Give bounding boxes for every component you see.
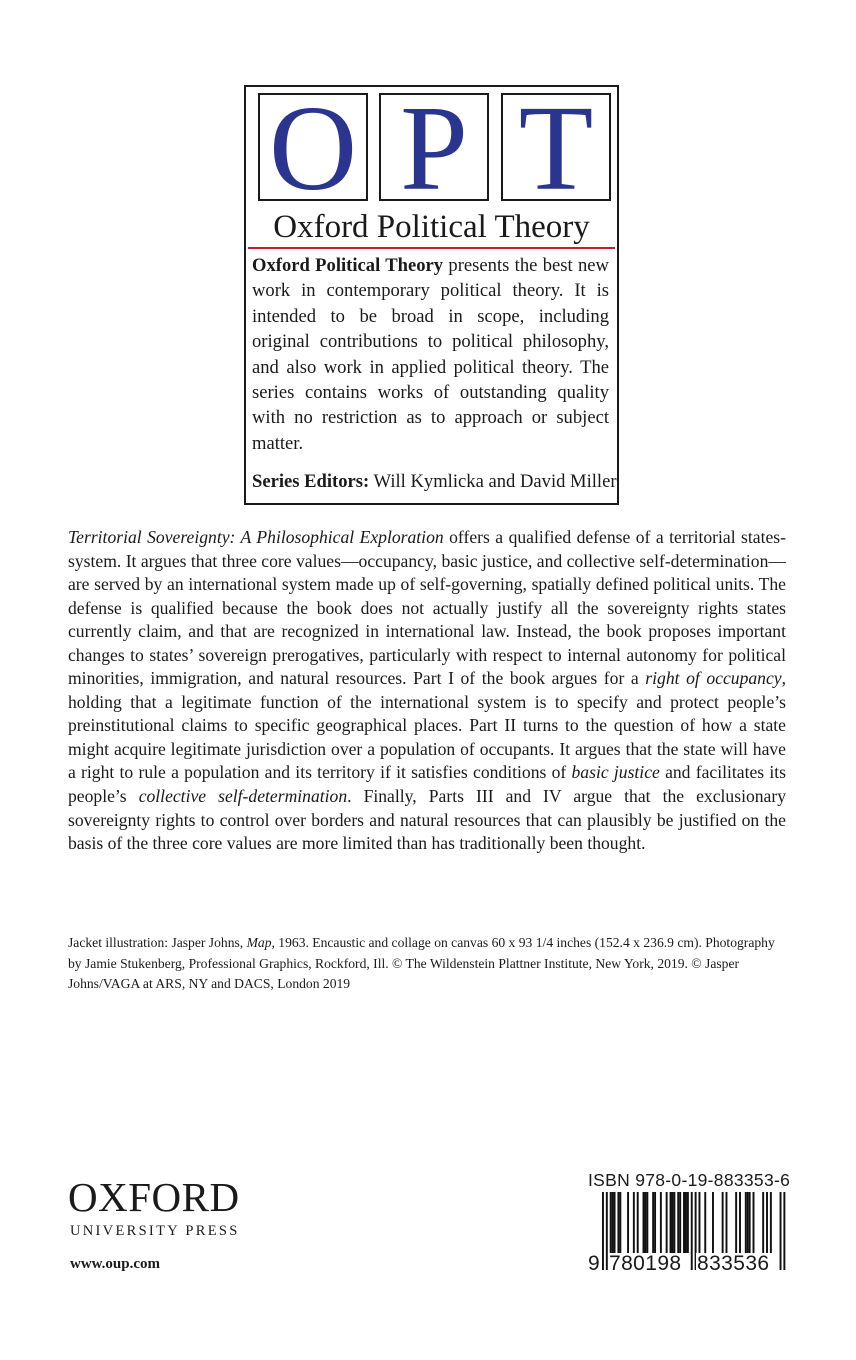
publisher-logo: OXFORD bbox=[68, 1174, 240, 1220]
barcode-bar bbox=[677, 1192, 679, 1253]
barcode-bar bbox=[687, 1192, 689, 1253]
barcode-bar bbox=[735, 1192, 737, 1253]
publisher-url[interactable]: www.oup.com bbox=[70, 1256, 161, 1272]
barcode-bar bbox=[722, 1192, 724, 1253]
barcode-digits-right: 833536 bbox=[697, 1252, 770, 1275]
barcode-bar bbox=[673, 1192, 675, 1253]
barcode-bar bbox=[780, 1192, 782, 1270]
blurb-text: and facilitates its people’s bbox=[68, 762, 786, 807]
barcode-bar bbox=[745, 1192, 747, 1253]
blurb-emphasis: basic justice bbox=[571, 762, 660, 783]
blurb-emphasis: right of occupancy bbox=[645, 668, 782, 689]
series-divider bbox=[248, 247, 615, 249]
barcode-bar bbox=[602, 1192, 604, 1270]
credits-text: Jacket illustration: Jasper Johns, bbox=[68, 935, 247, 950]
barcode-bar bbox=[699, 1192, 701, 1253]
barcode-bar bbox=[670, 1192, 672, 1253]
blurb-emphasis: collective self-determination bbox=[138, 786, 348, 807]
barcode-bar bbox=[679, 1192, 681, 1253]
barcode-bar bbox=[685, 1192, 687, 1253]
barcode-bar bbox=[619, 1192, 621, 1253]
barcode-bar bbox=[691, 1192, 693, 1270]
blurb-text: offers a qualified defense of a territorial states-system. It argues that three core values—occupancy, basic justice, and collective self-determination—are served by an international system made up of self-governing, spatially defined political units. The defense is qualified because the book does not actually justify all the sovereignty rights states currently claim, and that are recognized in international law. Instead, the book proposes important changes to states’ sovereign prerogatives, particularly with respect to internal autonomy for political minorities, immigration, and natural resources. Part I of the book argues for a bbox=[68, 527, 786, 689]
barcode-bar bbox=[671, 1192, 673, 1253]
barcode-bar bbox=[617, 1192, 619, 1253]
book-blurb bbox=[68, 526, 786, 856]
series-letter-p: P bbox=[379, 93, 489, 201]
barcode-bar bbox=[770, 1192, 772, 1253]
barcode-bar bbox=[612, 1192, 614, 1253]
credits-text: , 1963. Encaustic and collage on canvas 60 x 93 1/4 inches (152.4 x 236.9 cm). Photography by Jamie Stukenberg, Professional Graphics, Rockford, Ill. © The Wildenstein Plattner Institute, New York, 2019. © Jasper Johns/VAGA at ARS, NY and DACS, London 2019 bbox=[68, 935, 775, 991]
series-box bbox=[244, 81, 619, 505]
barcode-bar bbox=[614, 1192, 616, 1253]
barcode-bar bbox=[652, 1192, 654, 1253]
series-editors-label: Series Editors: bbox=[252, 471, 370, 492]
barcode-digit-first: 9 bbox=[588, 1252, 600, 1275]
barcode-bar bbox=[726, 1192, 728, 1253]
series-desc-body: presents the best new work in contemporary political theory. It is intended to be broad in scope, including original contributions to political philosophy, and also work in applied political theory. The series contains works of outstanding quality with no restriction as to approach or subject matter. bbox=[252, 255, 609, 454]
series-editors bbox=[252, 469, 617, 494]
barcode-bar bbox=[644, 1192, 646, 1253]
barcode-bar bbox=[643, 1192, 645, 1253]
barcode-digits-left: 780198 bbox=[609, 1252, 682, 1275]
series-editors-names: Will Kymlicka and David Miller bbox=[369, 471, 617, 492]
barcode-bar bbox=[783, 1192, 785, 1270]
series-desc-title: Oxford Political Theory bbox=[252, 255, 444, 276]
barcode-bar bbox=[766, 1192, 768, 1253]
barcode-bar bbox=[660, 1192, 662, 1253]
book-title: Territorial Sovereignty: A Philosophical Exploration bbox=[68, 527, 444, 547]
blurb-text: . Finally, Parts III and IV argue that the exclusionary sovereignty rights to control over borders and natural resources that can plausibly be justified on the basis of the three core values are more limited than has traditionally been thought. bbox=[68, 786, 787, 854]
barcode-bar bbox=[704, 1192, 706, 1253]
publisher-subline: UNIVERSITY PRESS bbox=[70, 1223, 240, 1239]
series-letter-t: T bbox=[501, 93, 611, 201]
series-name: Oxford Political Theory bbox=[273, 209, 590, 245]
barcode-bar bbox=[633, 1192, 635, 1253]
barcode-bar bbox=[666, 1192, 668, 1253]
barcode-bar bbox=[747, 1192, 749, 1253]
isbn-label: ISBN 978-0-19-883353-6 bbox=[588, 1170, 791, 1190]
series-description bbox=[252, 253, 609, 456]
jacket-credits bbox=[68, 933, 788, 995]
barcode-bar bbox=[753, 1192, 755, 1253]
barcode-bar bbox=[654, 1192, 656, 1253]
barcode-bar bbox=[749, 1192, 751, 1253]
barcode-bar bbox=[637, 1192, 639, 1253]
barcode-bar bbox=[712, 1192, 714, 1253]
barcode-bar bbox=[683, 1192, 685, 1253]
barcode-bar bbox=[739, 1192, 741, 1253]
barcode-bar bbox=[610, 1192, 612, 1253]
credits-artwork-title: Map bbox=[246, 935, 272, 950]
blurb-text: , holding that a legitimate function of the international system is to specify and protect people’s preinstitutional claims to specific geographical places. Part II turns to the question of how a state might acquire legitimate jurisdiction over a population of occupants. It argues that the state will have a right to rule a population and its territory if it satisfies conditions of bbox=[68, 668, 786, 783]
barcode-bar bbox=[646, 1192, 648, 1253]
barcode-bar bbox=[762, 1192, 764, 1253]
series-letter-o: O bbox=[258, 93, 368, 201]
barcode-bar bbox=[627, 1192, 629, 1253]
